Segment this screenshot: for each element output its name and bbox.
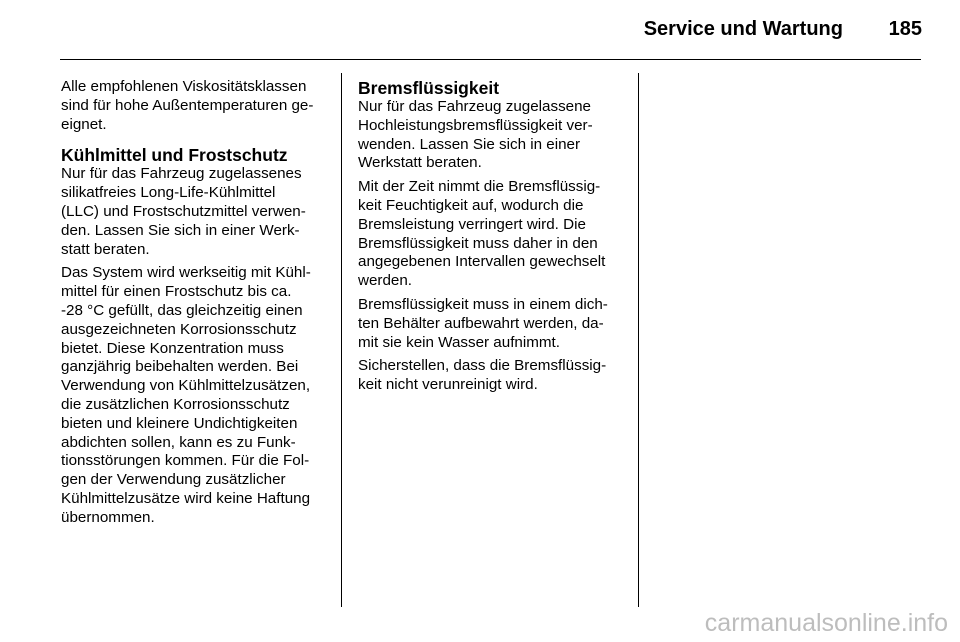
- brake-fluid-heading: Bremsflüssigkeit: [358, 78, 500, 98]
- text-line: silikatfreies Long-Life-Kühlmittel: [61, 184, 276, 202]
- text-line: (LLC) und Frostschutzmittel verwen-: [61, 202, 306, 220]
- column-divider: [638, 73, 639, 607]
- text-column-2: [358, 78, 626, 400]
- text-line: Alle empfohlenen Viskositätsklassen: [61, 78, 307, 95]
- text-line: statt beraten.: [61, 240, 150, 258]
- text-column-1: [61, 78, 327, 533]
- text-line: mittel für einen Frostschutz bis ca.: [61, 283, 292, 301]
- text-line: Mit der Zeit nimmt die Bremsflüssig-: [358, 178, 601, 196]
- brake-fluid-paragraph-2: [358, 178, 626, 291]
- text-line: ausgezeichneten Korrosionsschutz: [61, 320, 297, 338]
- coolant-paragraph-2: [61, 264, 327, 527]
- brake-fluid-paragraph-3: [358, 296, 626, 352]
- text-line: gen der Verwendung zusätzlicher: [61, 471, 286, 489]
- text-line: den. Lassen Sie sich in einer Werk-: [61, 221, 300, 239]
- text-line: Werkstatt beraten.: [358, 154, 482, 172]
- brake-fluid-paragraph-4: [358, 357, 626, 395]
- header-rule: [60, 59, 921, 60]
- text-line: bietet. Diese Konzentration muss: [61, 339, 284, 357]
- text-line: Bremsleistung verringert wird. Die: [358, 215, 586, 233]
- text-line: mit sie kein Wasser aufnimmt.: [358, 333, 560, 351]
- text-line: übernommen.: [61, 508, 155, 526]
- text-line: keit nicht verunreinigt wird.: [358, 376, 538, 394]
- page-header: [0, 0, 960, 62]
- text-line: Das System wird werkseitig mit Kühl-: [61, 264, 311, 282]
- text-line: ten Behälter aufbewahrt werden, da-: [358, 314, 604, 332]
- coolant-paragraph-1: [61, 165, 327, 259]
- column-divider: [341, 73, 342, 607]
- text-line: Nur für das Fahrzeug zugelassenes: [61, 165, 302, 183]
- page-number: 185: [888, 18, 922, 40]
- section-title: Service und Wartung: [643, 18, 843, 40]
- text-line: Hochleistungsbremsflüssigkeit ver-: [358, 116, 593, 134]
- text-line: werden.: [358, 272, 413, 290]
- viscosity-paragraph: [61, 78, 327, 134]
- text-line: Bremsflüssigkeit muss daher in den: [358, 234, 598, 252]
- text-line: sind für hohe Außentemperaturen ge-: [61, 96, 314, 114]
- text-line: ganzjährig beibehalten werden. Bei: [61, 358, 299, 376]
- text-line: wenden. Lassen Sie sich in einer: [358, 135, 581, 153]
- text-line: keit Feuchtigkeit auf, wodurch die: [358, 196, 584, 214]
- text-line: Kühlmittelzusätze wird keine Haftung: [61, 489, 311, 507]
- brake-fluid-paragraph-1: [358, 98, 626, 173]
- coolant-heading: Kühlmittel und Frostschutz: [61, 145, 288, 166]
- text-line: tionsstörungen kommen. Für die Fol-: [61, 452, 310, 470]
- text-line: die zusätzlichen Korrosionsschutz: [61, 395, 290, 413]
- text-line: eignet.: [61, 115, 107, 133]
- text-line: angegebenen Intervallen gewechselt: [358, 253, 606, 271]
- text-line: -28 °C gefüllt, das gleichzeitig einen: [61, 301, 303, 319]
- watermark: carmanualsonline.info: [704, 609, 948, 637]
- text-line: bieten und kleinere Undichtigkeiten: [61, 414, 298, 432]
- text-line: abdichten sollen, kann es zu Funk-: [61, 433, 296, 451]
- text-line: Sicherstellen, dass die Bremsflüssig-: [358, 357, 607, 375]
- text-line: Bremsflüssigkeit muss in einem dich-: [358, 295, 608, 313]
- text-line: Nur für das Fahrzeug zugelassene: [358, 98, 592, 115]
- text-line: Verwendung von Kühlmittelzusätzen,: [61, 377, 311, 395]
